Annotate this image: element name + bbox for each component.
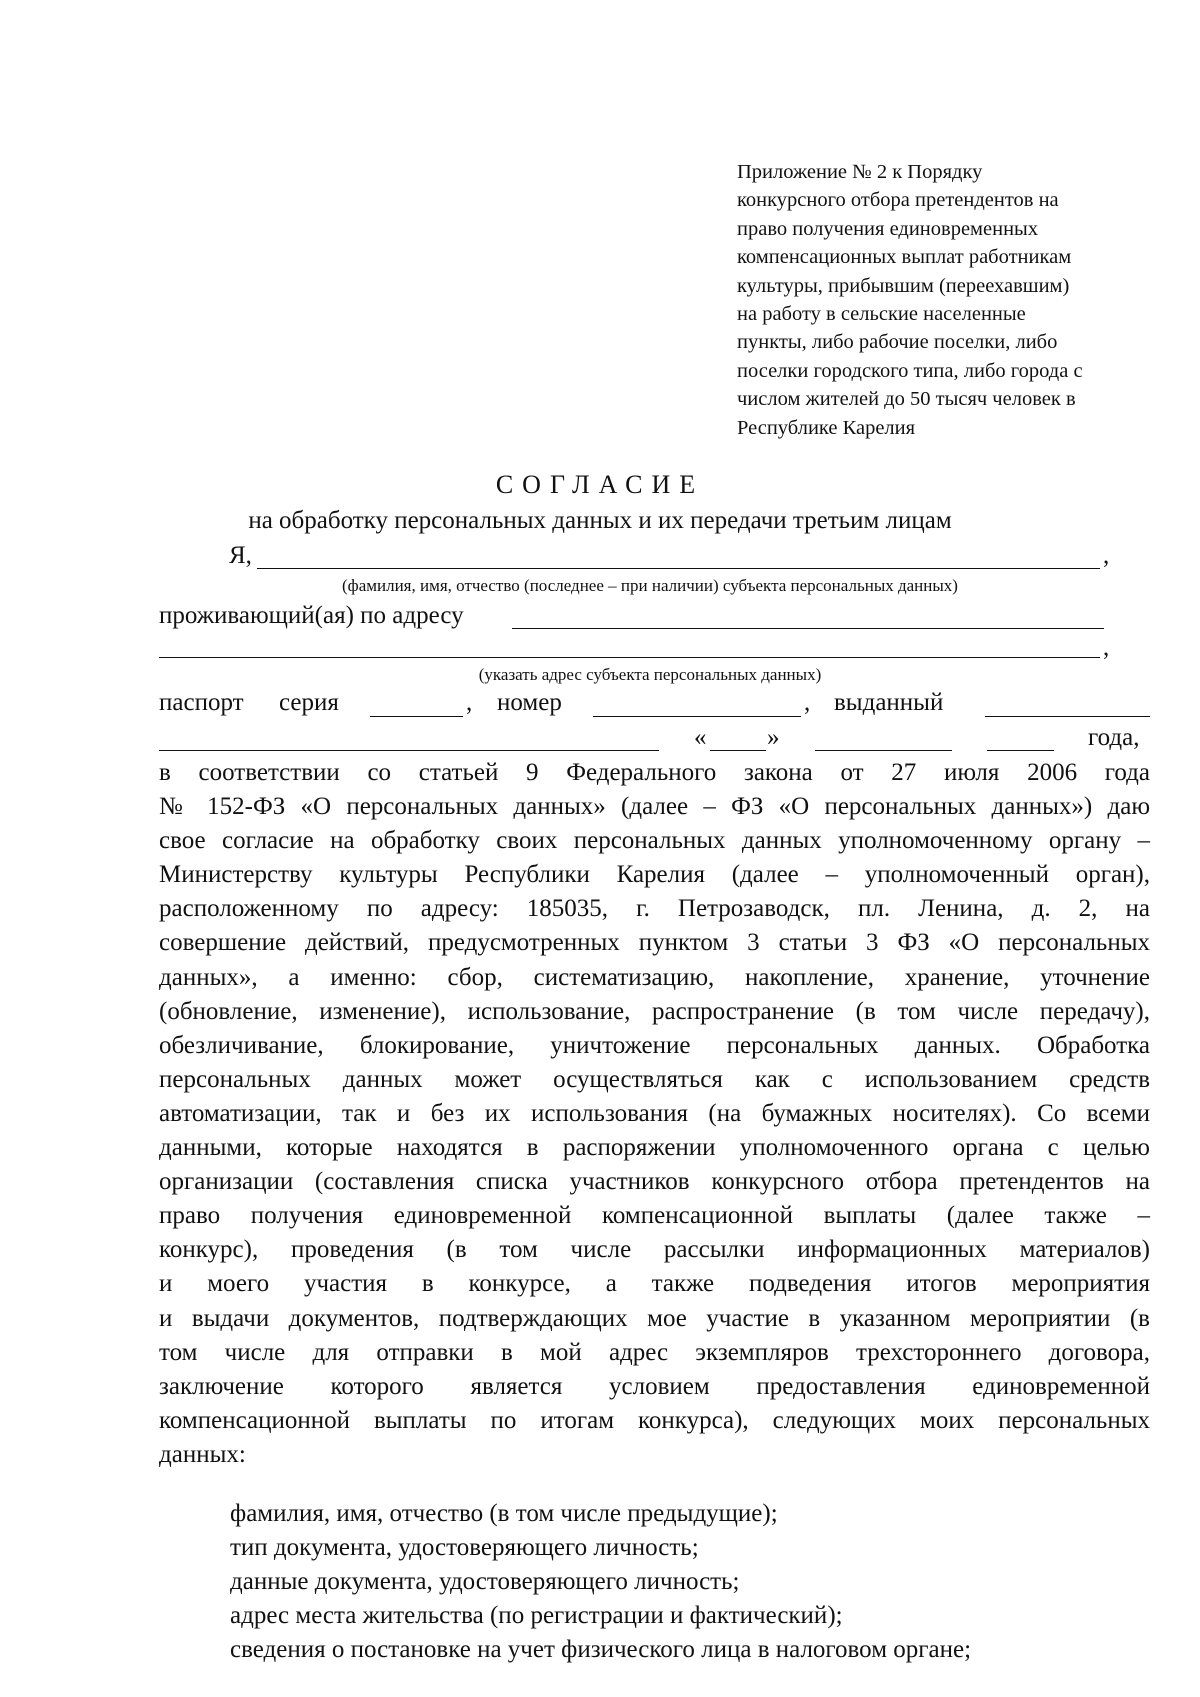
body-line: данными, которые находятся в распоряжении уполномоченного органа с целью bbox=[159, 1134, 1150, 1162]
list-item: фамилия, имя, отчество (в том числе предыдущие); bbox=[230, 1500, 778, 1527]
passport-series-field[interactable] bbox=[370, 716, 463, 717]
issued-by-field[interactable] bbox=[985, 716, 1150, 717]
year-label: года, bbox=[1088, 724, 1140, 751]
appendix-header bbox=[737, 158, 1157, 442]
passport-label: паспорт bbox=[159, 689, 244, 716]
issue-year-field[interactable] bbox=[987, 750, 1054, 751]
address-hint: (указать адрес субъекта персональных данных) bbox=[478, 665, 822, 684]
document-title: СОГЛАСИЕ bbox=[495, 470, 705, 499]
appendix-line: право получения единовременных bbox=[737, 217, 1039, 240]
personal-data-list bbox=[230, 1497, 1150, 1667]
body-line: обезличивание, блокирование, уничтожение персональных данных. Обработка bbox=[159, 1031, 1150, 1059]
body-line: совершение действий, предусмотренных пунктом 3 статьи 3 ФЗ «О персональных bbox=[159, 929, 1150, 957]
appendix-line: компенсационных выплат работникам bbox=[737, 246, 1072, 269]
address-field[interactable] bbox=[512, 628, 1104, 629]
issued-label: выданный bbox=[834, 689, 944, 716]
body-line: в соответствии со статьей 9 Федерального закона от 27 июля 2006 года bbox=[159, 759, 1150, 786]
body-line: персональных данных может осуществляться как с использованием средств bbox=[159, 1065, 1150, 1093]
quote-close: » bbox=[767, 724, 780, 751]
body-line: расположенному по адресу: 185035, г. Петрозаводск, пл. Ленина, д. 2, на bbox=[159, 895, 1150, 923]
body-line: конкурс), проведения (в том числе рассылки информационных материалов) bbox=[159, 1236, 1150, 1264]
body-line: том числе для отправки в мой адрес экземпляров трехстороннего договора, bbox=[159, 1338, 1150, 1366]
list-item: сведения о постановке на учет физического лица в налоговом органе; bbox=[230, 1636, 972, 1664]
appendix-line: на работу в сельские населенные bbox=[737, 303, 1026, 326]
appendix-line: числом жителей до 50 тысяч человек в bbox=[737, 388, 1076, 411]
body-line: заключение которого является условием предоставления единовременной bbox=[159, 1372, 1150, 1400]
issue-day-field[interactable] bbox=[710, 750, 766, 751]
body-line: данных: bbox=[159, 1440, 246, 1468]
body-line: № 152-ФЗ «О персональных данных» (далее – ФЗ «О персональных данных») даю bbox=[159, 793, 1150, 821]
passport-number-field[interactable] bbox=[593, 716, 801, 717]
number-comma: , bbox=[804, 689, 811, 716]
body-line: свое согласие на обработку своих персональных данных уполномоченному органу – bbox=[159, 827, 1150, 855]
body-line: и моего участия в конкурсе, а также подведения итогов мероприятия bbox=[159, 1270, 1150, 1298]
appendix-line: культуры, прибывшим (переехавшим) bbox=[737, 274, 1070, 297]
body-line: организации (составления списка участников конкурсного отбора претендентов на bbox=[159, 1168, 1150, 1196]
ya-label: Я, bbox=[229, 542, 252, 569]
appendix-line: Приложение № 2 к Порядку bbox=[737, 161, 983, 183]
appendix-line: Республике Карелия bbox=[737, 416, 916, 439]
series-label: серия bbox=[279, 689, 339, 716]
appendix-line: пункты, либо рабочие поселки, либо bbox=[737, 331, 1058, 354]
body-line: компенсационной выплаты по итогам конкурса), следующих моих персональных bbox=[159, 1406, 1150, 1434]
address-comma: , bbox=[1103, 634, 1110, 661]
body-line: (обновление, изменение), использование, распространение (в том числе передачу), bbox=[159, 997, 1150, 1025]
address-label: проживающий(ая) по адресу bbox=[159, 602, 464, 629]
body-line: право получения единовременной компенсационной выплаты (далее также – bbox=[159, 1202, 1150, 1230]
body-line: автоматизации, так и без их использования (на бумажных носителях). Со всеми bbox=[159, 1099, 1150, 1127]
fio-hint: (фамилия, имя, отчество (последнее – при наличии) субъекта персональных данных) bbox=[342, 576, 958, 595]
appendix-line: поселки городского типа, либо города с bbox=[737, 359, 1083, 382]
number-label: номер bbox=[497, 689, 562, 716]
body-line: и выдачи документов, подтверждающих мое участие в указанном мероприятии (в bbox=[159, 1304, 1150, 1332]
document-subtitle: на обработку персональных данных и их передачи третьим лицам bbox=[248, 507, 952, 534]
fio-field[interactable] bbox=[257, 568, 1100, 569]
list-item: тип документа, удостоверяющего личность; bbox=[230, 1534, 699, 1562]
consent-body bbox=[159, 756, 1150, 1472]
quote-open: « bbox=[694, 724, 707, 751]
list-item: данные документа, удостоверяющего личность; bbox=[230, 1568, 740, 1596]
fio-comma: , bbox=[1103, 542, 1110, 569]
address-field-line2[interactable] bbox=[159, 657, 1100, 658]
issued-by-field-line2[interactable] bbox=[159, 750, 659, 751]
body-line: Министерству культуры Республики Карелия (далее – уполномоченный орган), bbox=[159, 861, 1150, 889]
series-comma: , bbox=[466, 689, 473, 716]
list-item: адрес места жительства (по регистрации и фактический); bbox=[230, 1602, 843, 1630]
issue-month-field[interactable] bbox=[815, 750, 952, 751]
appendix-line: конкурсного отбора претендентов на bbox=[737, 189, 1059, 212]
body-line: данных», а именно: сбор, систематизацию, накопление, хранение, уточнение bbox=[159, 963, 1150, 991]
